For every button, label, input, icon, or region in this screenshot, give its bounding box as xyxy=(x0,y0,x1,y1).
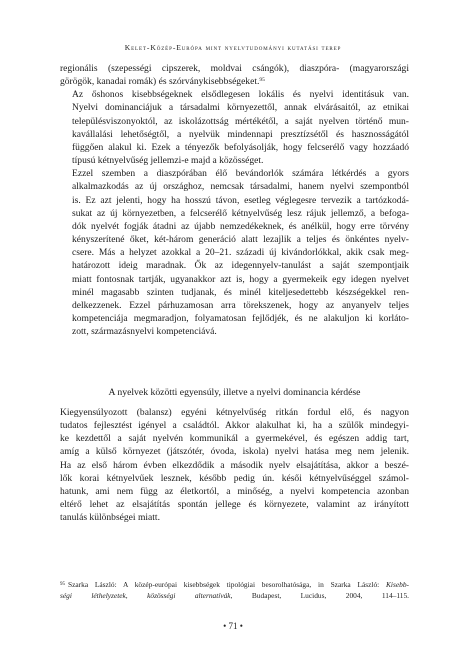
text-line: amíg a külső környezet (játszótér, óvoda, iskola) nyelvi hatása meg nem jelenik. xyxy=(60,446,409,458)
footnote-text-2b: Budapest, Lucidus, 2004, 114–115. xyxy=(232,590,409,600)
text-line: kényszerítené őket, két-három generáció alatt lezajlik a teljes és önkéntes nyelv- xyxy=(72,234,409,246)
text-line: kavállalási lehetőségtől, a nyelvük mindennapi presztízsétől és hasznosságától xyxy=(72,128,409,140)
footnote-number: 95 xyxy=(60,582,65,587)
text-line: ke kezdettől a saját nyelvén kommunikál a gyermekével, és egészen addig tart, xyxy=(60,433,409,445)
text-line: delkezzenek. Ezzel párhuzamosan arra törekszenek, hogy az anyanyelv teljes xyxy=(72,299,409,311)
text-line: tudatos fejlesztést igényel a családtól. Akkor alakulhat ki, ha a szülők mindegyi- xyxy=(60,420,409,432)
footnote-line-1 xyxy=(60,580,409,591)
text-line: minél magasabb szinten tudjanak, és minél kiteljesedettebb készségekkel ren- xyxy=(72,286,409,298)
text-line: Kiegyensúlyozott (balansz) egyéni kétnyelvűség ritkán fordul elő, és nagyon xyxy=(60,407,409,418)
paragraph xyxy=(60,406,409,524)
footnote-ref[interactable]: 95 xyxy=(259,77,265,84)
section-title: A nyelvek közötti egyensúly, illetve a nyelvi dominancia kérdése xyxy=(108,387,361,398)
text-line: hatunk, ami nem függ az életkortól, a minőség, a nyelvi kompetencia azonban xyxy=(60,485,409,497)
body-text-lower xyxy=(60,406,409,524)
text-line: Ezzel szemben a diaszpórában élő bevándorlók számára létkérdés a gyors xyxy=(72,168,409,180)
running-head xyxy=(0,43,466,52)
text-line: függően alakul ki. Ezek a tényezők befolyásolják, hogy felcserélő vagy hozzáadó xyxy=(72,141,409,153)
text-line: alkalmazkodás az új országhoz, nemcsak társadalmi, hanem nyelvi szempontból xyxy=(72,181,409,193)
text-line: lők korai kétnyelvűek lesznek, később pedig ún. késői kétnyelvűséggel számol- xyxy=(60,472,409,484)
text-line: zott, származásnyelvi kompetenciává. xyxy=(72,326,217,338)
text-line: típusú kétnyelvűség jellemzi-e majd a közösséget. xyxy=(72,155,264,167)
text-line: tanulás különbségei miatt. xyxy=(60,512,160,524)
footnote-line-2 xyxy=(60,591,409,602)
text-line: Az őshonos kisebbségeknek elsődlegesen lokális és nyelvi identitásuk van. xyxy=(72,89,409,101)
footnote-text-1a: Szarka László: A közép-európai kisebbségek tipológiai besorolhatósága, in Szarka László: xyxy=(68,580,386,589)
text-line: eltérő lehet az elsajátítás spontán jellege és környezete, valamint az irányított xyxy=(60,499,409,511)
text-line: sukat az új környezetben, a felcserélő kétnyelvűség lesz rájuk jellemző, a befoga- xyxy=(72,207,409,219)
text-line: Nyelvi dominanciájuk a társadalmi környezettől, annak elvárásaitól, az etnikai xyxy=(72,102,409,114)
text-line: településviszonyoktól, az iskolázottság mértékétől, a saját nyelven történő mun- xyxy=(72,115,409,127)
text-line: dók nyelvét fogják átadni az újabb nemzedékeknek, és anélkül, hogy erre törvény xyxy=(72,220,409,232)
paragraph xyxy=(60,62,409,88)
paragraph xyxy=(60,88,409,167)
footnote-text-1b: Kisebb- xyxy=(386,580,409,589)
text-line: Ha az első három évben elkezdődik a második nyelv elsajátítása, akkor a beszé- xyxy=(60,459,409,471)
paragraph xyxy=(60,167,409,338)
text-line: csere. Más a helyzet azokkal a 20–21. századi új kivándorlókkal, akik csak meg- xyxy=(72,247,409,259)
text-line: határozott ideig maradnak. Ők az idegennyelv-tanulást a saját szempontjaik xyxy=(72,260,409,272)
body-text-upper xyxy=(60,62,409,338)
text-line: miatt fontosnak tartják, ugyanakkor azt is, hogy a gyermekeik egy idegen nyelvet xyxy=(72,273,409,285)
text-line: regionális (szepességi cipszerek, moldvai csángók), diaszpóra- (magyarországi xyxy=(60,63,409,74)
text-line: görögök, kanadai romák) és szórványkisebbségeket.$^{95}$ xyxy=(60,76,265,88)
text-line: kompetenciája megmaradjon, folyamatosan fejlődjék, és ne alakuljon ki korláto- xyxy=(72,312,409,324)
text-line: is. Ez azt jelenti, hogy ha hosszú távon, esetleg véglegesre tervezik a tartózkodá- xyxy=(72,194,409,206)
footnote-text-2a: ségi léthelyzetek, közösségi alternatívák, xyxy=(60,590,233,600)
footnote xyxy=(60,580,409,601)
page-number: • 71 • xyxy=(223,621,243,631)
running-head-text: Kelet-Közép-Európa mint nyelvtudományi kutatási terep xyxy=(124,43,342,52)
